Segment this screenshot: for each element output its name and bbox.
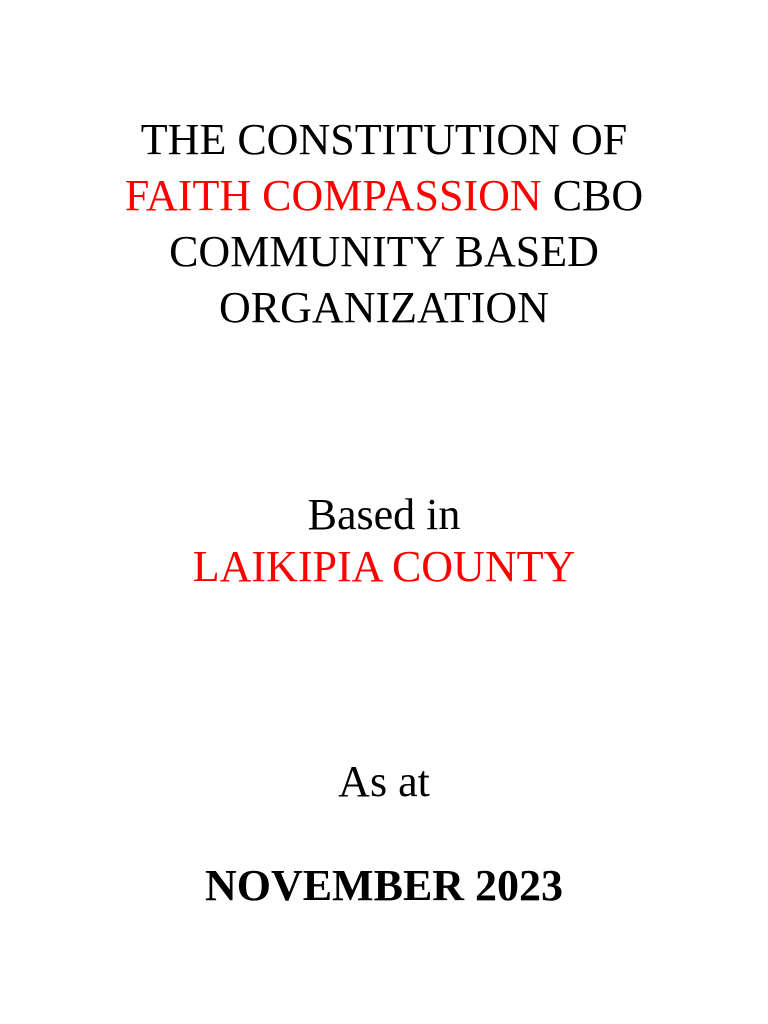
title-line-4: ORGANIZATION	[219, 283, 549, 332]
organization-suffix: CBO	[541, 171, 644, 220]
title-line-1: THE CONSTITUTION OF	[140, 115, 628, 164]
as-at-block	[0, 754, 768, 810]
organization-name: FAITH COMPASSION	[124, 171, 542, 220]
county-name: LAIKIPIA COUNTY	[192, 542, 576, 591]
document-date: NOVEMBER 2023	[204, 861, 564, 910]
date-block	[0, 856, 768, 916]
location-intro: Based in	[307, 490, 461, 539]
title-line-2	[0, 168, 768, 224]
document-title	[0, 112, 768, 336]
title-line-3: COMMUNITY BASED	[169, 227, 599, 276]
location-block	[0, 489, 768, 593]
as-at-label: As at	[338, 757, 430, 806]
